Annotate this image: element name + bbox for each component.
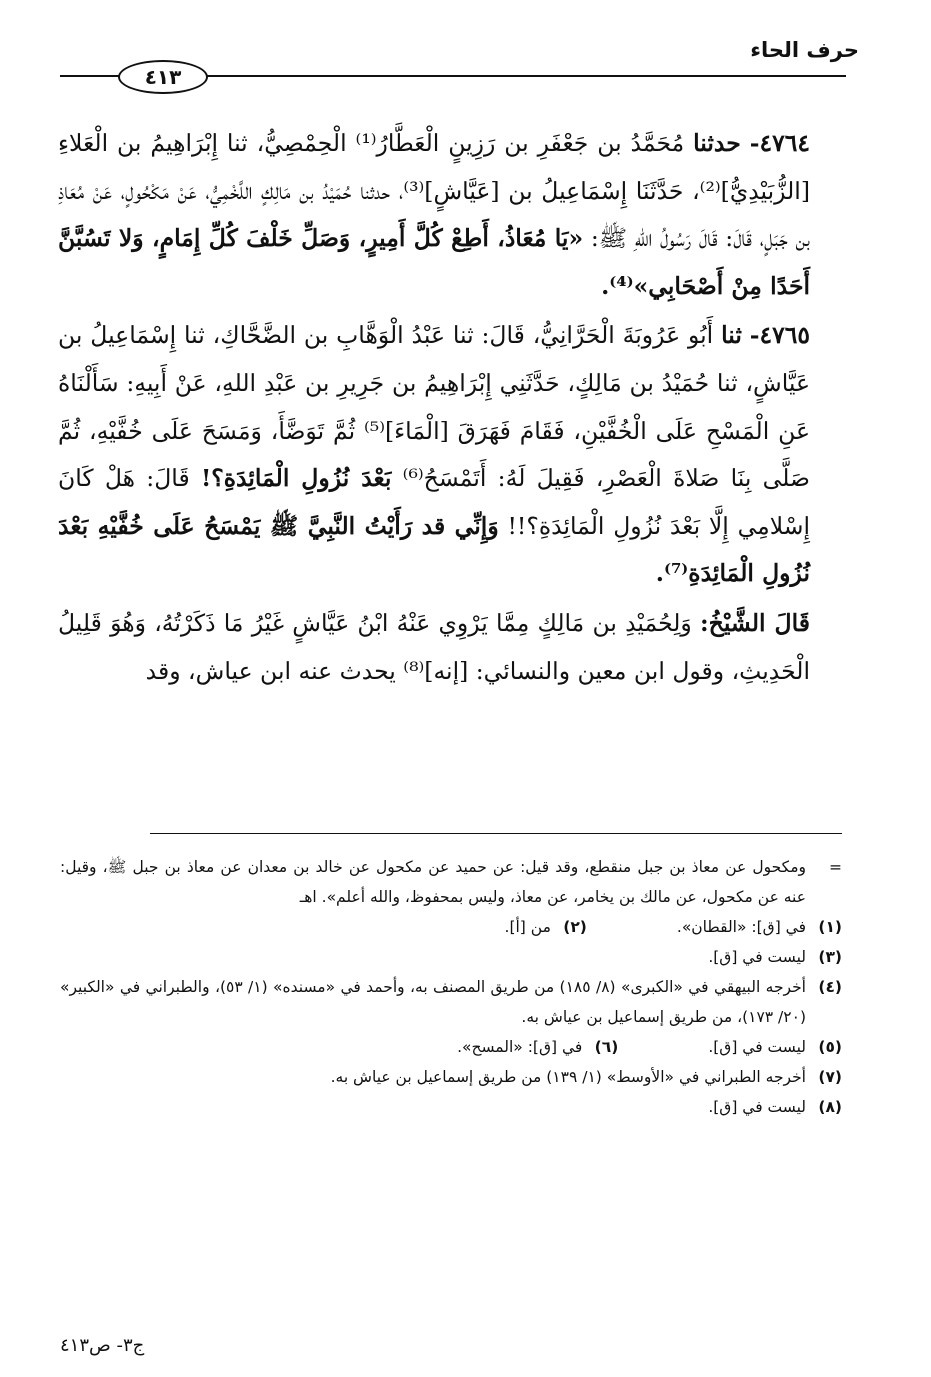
hadith-number: ٤٧٦٥- — [749, 321, 810, 350]
footnote-number: (٥) — [818, 1038, 842, 1056]
footnote-number: (٢) — [563, 918, 587, 936]
footnote-number: (١) — [818, 918, 842, 936]
hadith-matn: «يَا مُعَاذُ، أَطِعْ كُلَّ أَمِيرٍ، وَصَلِّ خَلْفَ كُلِّ إِمَامٍ، وَلا تَسُبَّنَّ أَحَدًا مِنْ أَصْحَابِي»⁽⁴⁾. — [58, 224, 810, 300]
footnote-1 — [677, 912, 842, 942]
hadith-number: ٤٧٦٤- — [749, 129, 810, 157]
hadith-4764 — [58, 120, 848, 310]
hadith-keyword: حدثنا — [693, 129, 741, 157]
footnote-number: (٣) — [818, 948, 842, 966]
hadith-text-before: أَبُو عَرُوبَةَ الْحَرَّانِيُّ، قَالَ: ثنا عَبْدُ الْوَهَّابِ بن الضَّحَّاكِ، ثنا إِسْمَاعِيلُ بن عَيَّاشٍ، ثنا حُمَيْدُ بن مَالِكٍ، حَدَّثَنِي إِبْرَاهِيمُ بن جَرِيرِ بن عَبْدِ اللهِ، عَنْ أَبِيهِ: سَأَلْنَاهُ عَنِ الْمَسْحِ عَلَى الْخُفَّيْنِ، فَقَامَ فَهَرَقَ [الْمَاءَ]⁽⁵⁾ ثُمَّ تَوَضَّأَ، وَمَسَحَ عَلَى خُفَّيْهِ، ثُمَّ صَلَّى بِنَا صَلاةَ الْعَصْرِ، فَقِيلَ لَهُ: أَتَمْسَحُ⁽⁶⁾ — [58, 321, 810, 493]
sheikh-text: وَلِحُمَيْدِ بن مَالِكٍ مِمَّا يَرْوِي عَنْهُ ابْنُ عَيَّاشٍ غَيْرُ مَا ذَكَرْتُهُ، وَهُوَ قَلِيلُ الْحَدِيثِ، وقول ابن معين والنسائي: [إنه]⁽⁸⁾ يحدث عنه ابن عياش، وقد — [58, 608, 810, 685]
continuation-mark: = — [829, 858, 842, 876]
footnote-6 — [457, 1032, 618, 1062]
footnote-text: ليست في [ق]. — [708, 948, 806, 966]
footnote-number: (٧) — [818, 1068, 842, 1086]
hadith-keyword: ثنا — [721, 321, 742, 350]
footnote-5 — [708, 1032, 842, 1062]
hadith-bold-2: وَإِنِّي قد رَأَيْتُ النَّبِيَّ ﷺ يَمْسَحُ عَلَى خُفَّيْهِ بَعْدَ نُزُولِ الْمَائِدَةِ⁽⁷⁾. — [58, 511, 810, 588]
footnote-text: ومكحول عن معاذ بن جبل منقطع، وقد قيل: عن حميد عن مكحول عن خالد بن معدان عن معاذ بن جبل ﷺ، وقيل: عنه عن مكحول، عن مالك بن يخامر، عن معاذ، وليس بمحفوظ، والله أعلم». اهـ — [60, 858, 806, 906]
footnote-number: (٦) — [594, 1038, 619, 1056]
footnote-2 — [505, 912, 587, 942]
footnote-rule — [150, 833, 842, 834]
footnote-text: أخرجه الطبراني في «الأوسط» (١/ ١٣٩) من طريق إسماعيل بن عياش به. — [330, 1068, 806, 1086]
footnote-text: من [أ]. — [504, 918, 551, 936]
hadith-4765 — [58, 312, 848, 598]
footnote-row — [60, 1032, 842, 1062]
page-number-badge — [118, 60, 208, 94]
footnote-continuation — [60, 852, 842, 912]
hadith-text-middle: قَالَ: هَلْ كَانَ إِسْلامِي إِلَّا بَعْدَ نُزُولِ الْمَائِدَةِ؟!! — [58, 464, 810, 540]
main-text — [58, 120, 848, 695]
volume-page-reference: ج٣- ص٤١٣ — [60, 1335, 145, 1356]
footnote-7 — [60, 1062, 842, 1092]
page-number: ٤١٣ — [144, 65, 182, 89]
running-title: حرف الحاء — [750, 38, 859, 62]
footnote-4 — [60, 972, 842, 1032]
footnote-row — [60, 912, 842, 942]
footnote-text: ليست في [ق]. — [708, 1098, 806, 1116]
footnote-text: في [ق]: «القطان». — [676, 918, 806, 936]
footnote-number: (٨) — [818, 1098, 842, 1116]
footnote-8 — [60, 1092, 842, 1122]
sheikh-keyword: قَالَ الشَّيْخُ: — [700, 608, 810, 637]
sheikh-comment — [58, 600, 848, 695]
footnote-text: ليست في [ق]. — [708, 1038, 806, 1056]
footnotes — [60, 852, 842, 1122]
footnote-text: أخرجه البيهقي في «الكبرى» (٨/ ١٨٥) من طريق المصنف به، وأحمد في «مسنده» (١/ ٥٣)، والطبراني في «الكبير» (٢٠/ ١٧٣)، من طريق إسماعيل بن عياش به. — [60, 978, 806, 1026]
footnote-3 — [60, 942, 842, 972]
hadith-chain: مُحَمَّدُ بن جَعْفَرِ بن رَزِينٍ الْعَطَّارُ⁽¹⁾ الْحِمْصِيُّ، ثنا إِبْرَاهِيمُ بن الْعَلاءِ [الزُّبَيْدِيُّ]⁽²⁾، حَدَّثَنَا إِسْمَاعِيلُ بن [عَيَّاشٍ]⁽³⁾، حدثنا حُمَيْدُ بن مَالِكٍ اللَّخْمِيُّ، عَنْ مَكْحُولٍ، عَنْ مُعَاذِ بن جَبَلٍ، قَالَ: قَالَ رَسُولُ اللهِ ﷺ: — [58, 129, 810, 253]
footnote-number: (٤) — [818, 978, 842, 996]
footnote-text: في [ق]: «المسح». — [457, 1038, 583, 1056]
hadith-bold-1: بَعْدَ نُزُولِ الْمَائِدَةِ؟! — [200, 464, 392, 493]
